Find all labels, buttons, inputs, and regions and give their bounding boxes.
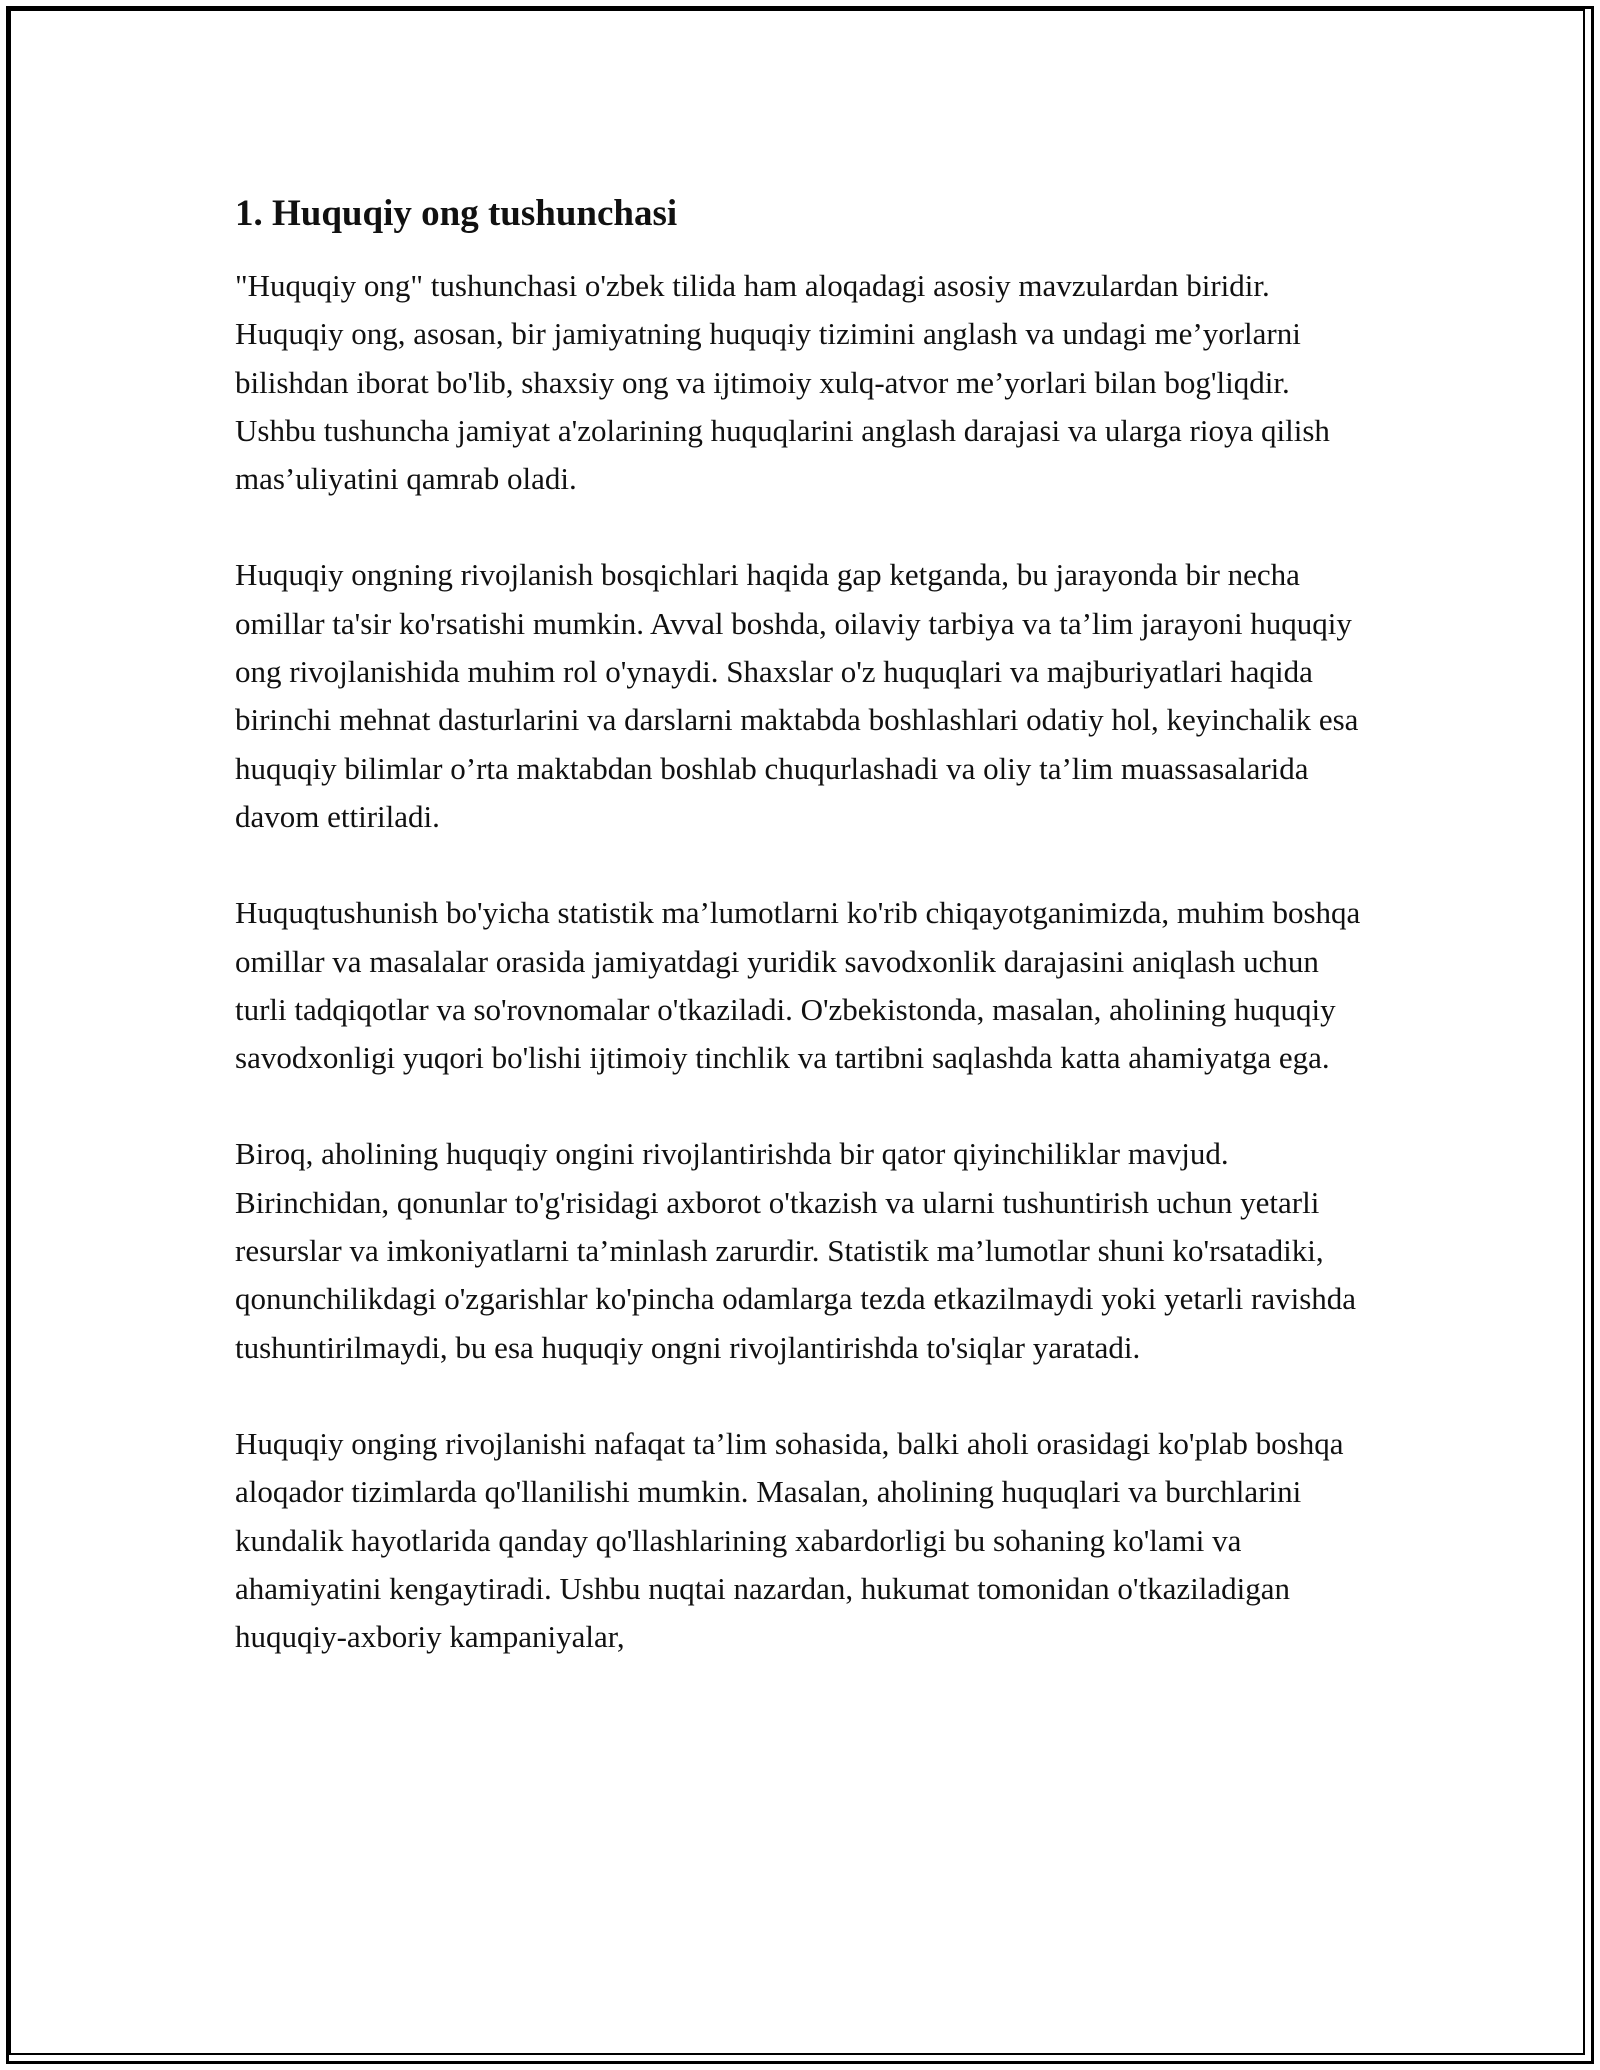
document-body: [235, 186, 1375, 1709]
paragraph-2: Huquqiy ongning rivojlanish bosqichlari haqida gap ketganda, bu jarayonda bir necha omillar ta'sir ko'rsatishi mumkin. Avval boshda, oilaviy tarbiya va ta’lim jarayoni huquqiy ong rivojlanishida muhim rol o'ynaydi. Shaxslar o'z huquqlari va majburiyatlari haqida birinchi mehnat dasturlarini va darslarni maktabda boshlashlari odatiy hol, keyinchalik esa huquqiy bilimlar o’rta maktabdan boshlab chuqurlashadi va oliy ta’lim muassasalarida davom ettiriladi.: [235, 557, 1359, 834]
section-heading: 1. Huquqiy ong tushunchasi: [235, 193, 678, 234]
paragraph-4: Biroq, aholining huquqiy ongini rivojlantirishda bir qator qiyinchiliklar mavjud. Birinchidan, qonunlar to'g'risidagi axborot o'tkazish va ularni tushuntirish uchun yetarli resurslar va imkoniyatlarni ta’minlash zarurdir. Statistik ma’lumotlar shuni ko'rsatadiki, qonunchilikdagi o'zgarishlar ko'pincha odamlarga tezda etkazilmaydi yoki yetarli ravishda tushuntirilmaydi, bu esa huquqiy ongni rivojlantirishda to'siqlar yaratadi.: [235, 1136, 1357, 1365]
paragraph-3: Huquqtushunish bo'yicha statistik ma’lumotlarni ko'rib chiqayotganimizda, muhim boshqa omillar va masalalar orasida jamiyatdagi yuridik savodxonlik darajasini aniqlash uchun turli tadqiqotlar va so'rovnomalar o'tkaziladi. O'zbekistonda, masalan, aholining huquqiy savodxonligi yuqori bo'lishi ijtimoiy tinchlik va tartibni saqlashda katta ahamiyatga ega.: [235, 895, 1361, 1076]
paragraph-1: "Huquqiy ong" tushunchasi o'zbek tilida ham aloqadagi asosiy mavzulardan biridir. Huquqiy ong, asosan, bir jamiyatning huquqiy tizimini anglash va undagi me’yorlarni bilishdan iborat bo'lib, shaxsiy ong va ijtimoiy xulq-atvor me’yorlari bilan bog'liqdir. Ushbu tushuncha jamiyat a'zolarining huquqlarini anglash darajasi va ularga rioya qilish mas’uliyatini qamrab oladi.: [235, 268, 1330, 497]
paragraph-5: Huquqiy onging rivojlanishi nafaqat ta’lim sohasida, balki aholi orasidagi ko'plab boshqa aloqador tizimlarda qo'llanilishi mumkin. Masalan, aholining huquqlari va burchlarini kundalik hayotlarida qanday qo'llashlarining xabardorligi bu sohaning ko'lami va ahamiyatini kengaytiradi. Ushbu nuqtai nazardan, hukumat tomonidan o'tkaziladigan huquqiy-axboriy kampaniyalar,: [235, 1425, 1344, 1655]
